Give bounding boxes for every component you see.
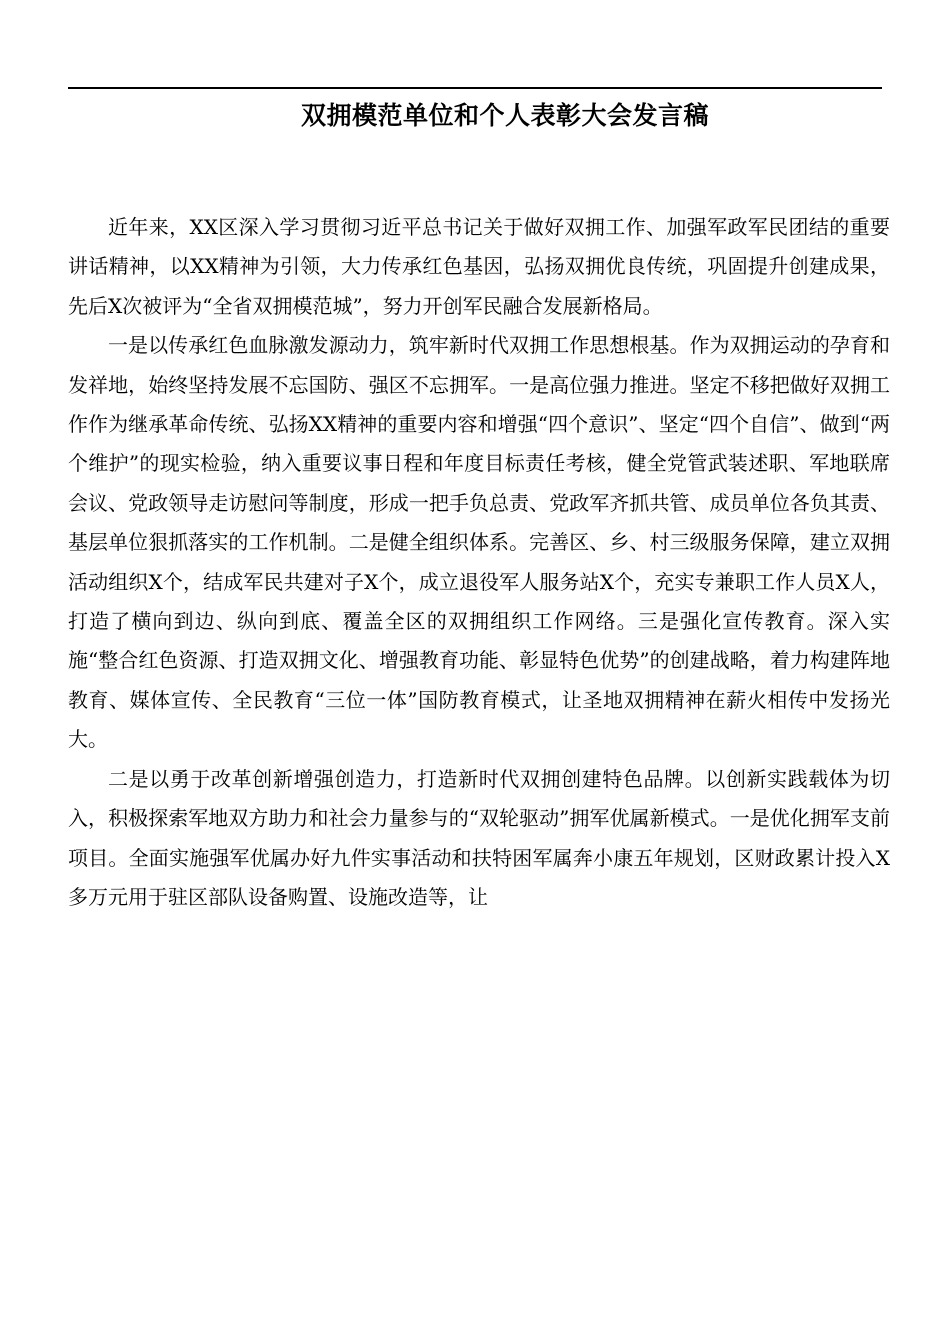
document-body: [68, 208, 890, 917]
paragraph-point-one: 一是以传承红色血脉激发源动力，筑牢新时代双拥工作思想根基。作为双拥运动的孕育和发祥地，始终坚持发展不忘国防、强区不忘拥军。一是高位强力推进。坚定不移把做好双拥工作作为继承革命传统、弘扬XX精神的重要内容和增强“四个意识”、坚定“四个自信”、做到“两个维护”的现实检验，纳入重要议事日程和年度目标责任考核，健全党管武装述职、军地联席会议、党政领导走访慰问等制度，形成一把手负总责、党政军齐抓共管、成员单位各负其责、基层单位狠抓落实的工作机制。二是健全组织体系。完善区、乡、村三级服务保障，建立双拥活动组织X个，结成军民共建对子X个，成立退役军人服务站X个，充实专兼职工作人员X人，打造了横向到边、纵向到底、覆盖全区的双拥组织工作网络。三是强化宣传教育。深入实施“整合红色资源、打造双拥文化、增强教育功能、彰显特色优势”的创建战略，着力构建阵地教育、媒体宣传、全民教育“三位一体”国防教育模式，让圣地双拥精神在薪火相传中发扬光大。: [68, 333, 890, 752]
document-title: 双拥模范单位和个人表彰大会发言稿: [300, 101, 709, 130]
paragraph-intro: 近年来，XX区深入学习贯彻习近平总书记关于做好双拥工作、加强军政军民团结的重要讲话精神，以XX精神为引领，大力传承红色基因，弘扬双拥优良传统，巩固提升创建成果，先后X次被评为“全省双拥模范城”，努力开创军民融合发展新格局。: [68, 215, 890, 318]
header-rule: [68, 87, 882, 89]
paragraph-point-two: 二是以勇于改革创新增强创造力，打造新时代双拥创建特色品牌。以创新实践载体为切入，积极探索军地双方助力和社会力量参与的“双轮驱动”拥军优属新模式。一是优化拥军支前项目。全面实施强军优属办好九件实事活动和扶特困军属奔小康五年规划，区财政累计投入X多万元用于驻区部队设备购置、设施改造等，让: [68, 766, 890, 909]
